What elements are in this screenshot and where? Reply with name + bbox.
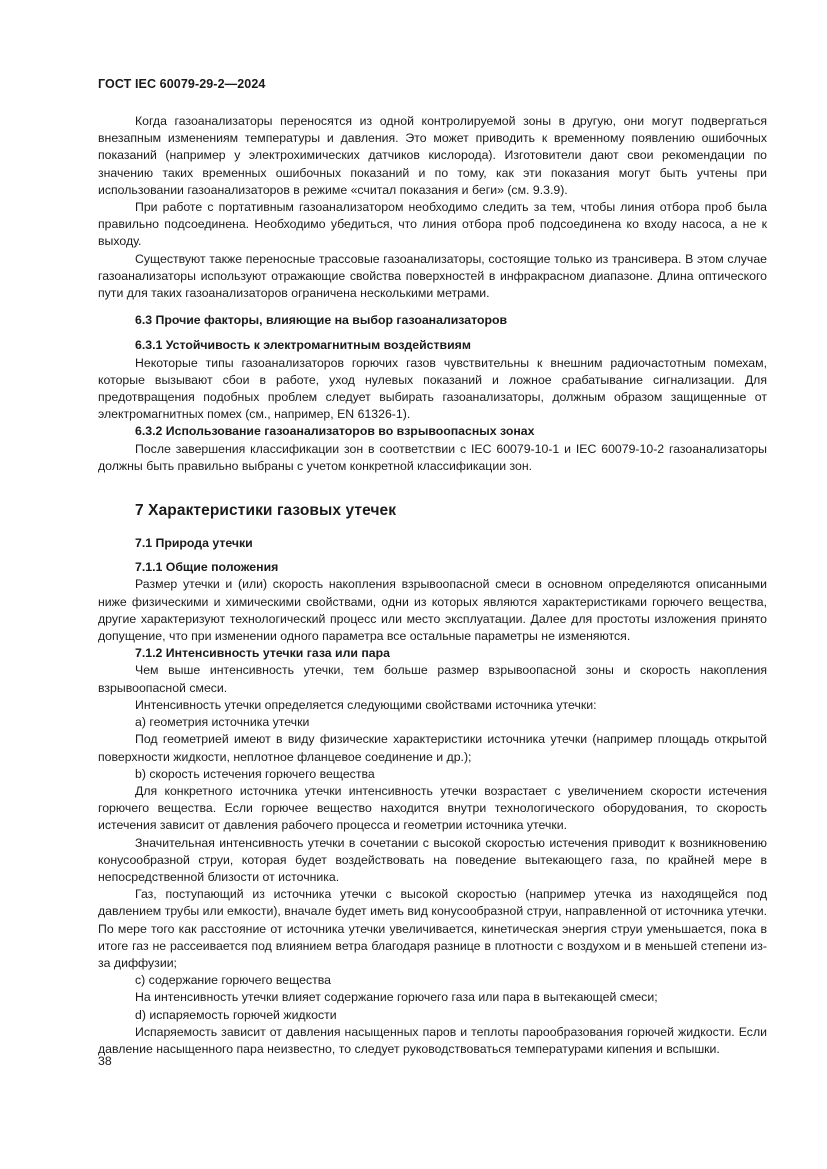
document-header: ГОСТ IEC 60079-29-2—2024 xyxy=(98,77,266,91)
subsection-heading-6-3-1: 6.3.1 Устойчивость к электромагнитным воздействиям xyxy=(135,338,471,353)
section-heading-6-3: 6.3 Прочие факторы, влияющие на выбор газоанализаторов xyxy=(135,313,508,328)
chapter-heading-7: 7 Характеристики газовых утечек xyxy=(135,502,397,520)
paragraph: Когда газоанализаторы переносятся из одной контролируемой зоны в другую, они могут подвергаться внезапным изменениям температуры и давления. Это может приводить к временному появлению ошибочных показаний (например у электрохимических датчиков кислорода). Изготовители дают свои рекомендации по значению таких временных ошибочных показаний и по тому, как эти показания могут быть учтены при использовании газоанализаторов в режиме «считал показания и беги» (см. 9.3.9). xyxy=(98,114,767,197)
paragraph: Размер утечки и (или) скорость накопления взрывоопасной смеси в основном определяются описанными ниже физическими и химическими свойствами, одни из которых являются характеристиками горючего вещества, другие характеризуют технологический процесс или место эксплуатации. Далее для простоты изложения принято допущение, что при изменении одного параметра все остальные параметры не изменяются. xyxy=(98,577,767,644)
paragraph: Существуют также переносные трассовые газоанализаторы, состоящие только из трансивера. В этом случае газоанализаторы используют отражающие свойства поверхностей в инфракрасном диапазоне. Длина оптического пути для таких газоанализаторов ограничена несколькими метрами. xyxy=(98,251,767,301)
paragraph: Испаряемость зависит от давления насыщенных паров и теплоты парообразования горючей жидкости. Если давление насыщенного пара неизвестно, то следует руководствоваться температурами кипения и вспышки. xyxy=(98,1024,767,1056)
paragraph: Газ, поступающий из источника утечки с высокой скоростью (например утечка из находящейся под давлением трубы или емкости), вначале будет иметь вид конусообразной струи, направленной от источника утечки. По мере того как расстояние от источника утечки увеличивается, кинетическая энергия струи уменьшается, пока в итоге газ не рассеивается под влиянием ветра благодаря разнице в плотности с воздухом и в меньшей степени из-за диффузии; xyxy=(98,887,767,970)
list-item-c: c) содержание горючего вещества xyxy=(135,973,331,988)
paragraph: Значительная интенсивность утечки в сочетании с высокой скоростью истечения приводит к возникновению конусообразной струи, которая будет воздействовать на поведение вытекающего газа, по крайней мере в непосредственной близости от источника. xyxy=(98,835,767,884)
document-body xyxy=(98,113,767,1058)
section-heading-7-1: 7.1 Природа утечки xyxy=(135,536,253,551)
paragraph: При работе с портативным газоанализатором необходимо следить за тем, чтобы линия отбора проб была правильно подсоединена. Необходимо убедиться, что линия отбора проб подсоединена ко входу насоса, а не к выходу. xyxy=(98,200,767,249)
paragraph: Интенсивность утечки определяется следующими свойствами источника утечки: xyxy=(135,697,597,712)
paragraph: На интенсивность утечки влияет содержание горючего газа или пара в вытекающей смеси; xyxy=(135,990,658,1005)
page-number: 38 xyxy=(98,1054,112,1068)
paragraph: После завершения классификации зон в соответствии с IEC 60079-10-1 и IEC 60079-10-2 газоанализаторы должны быть правильно выбраны с учетом конкретной классификации зон. xyxy=(98,441,767,473)
paragraph: Для конкретного источника утечки интенсивность утечки возрастает с увеличением скорости истечения горючего вещества. Если горючее вещество находится внутри технологического оборудования, то скорость истечения зависит от давления рабочего процесса и геометрии источника утечки. xyxy=(98,783,767,833)
list-item-b: b) скорость истечения горючего вещества xyxy=(135,766,375,781)
subsection-heading-7-1-1: 7.1.1 Общие положения xyxy=(135,560,279,575)
paragraph: Чем выше интенсивность утечки, тем больше размер взрывоопасной зоны и скорость накопления взрывоопасной смеси. xyxy=(98,663,767,695)
paragraph: Некоторые типы газоанализаторов горючих газов чувствительны к внешним радиочастотным помехам, которые вызывают сбои в работе, уход нулевых показаний и ложное срабатывание сигнализации. Для предотвращения подобных проблем следует выбирать газоанализаторы, должным образом защищенные от электромагнитных помех (см., например, EN 61326-1). xyxy=(98,355,767,422)
subsection-heading-6-3-2: 6.3.2 Использование газоанализаторов во взрывоопасных зонах xyxy=(135,424,535,439)
paragraph: Под геометрией имеют в виду физические характеристики источника утечки (например площадь открытой поверхности жидкости, неплотное фланцевое соединение и др.); xyxy=(98,732,767,764)
list-item-d: d) испаряемость горючей жидкости xyxy=(135,1007,337,1022)
list-item-a: a) геометрия источника утечки xyxy=(135,715,310,730)
subsection-heading-7-1-2: 7.1.2 Интенсивность утечки газа или пара xyxy=(135,646,390,661)
